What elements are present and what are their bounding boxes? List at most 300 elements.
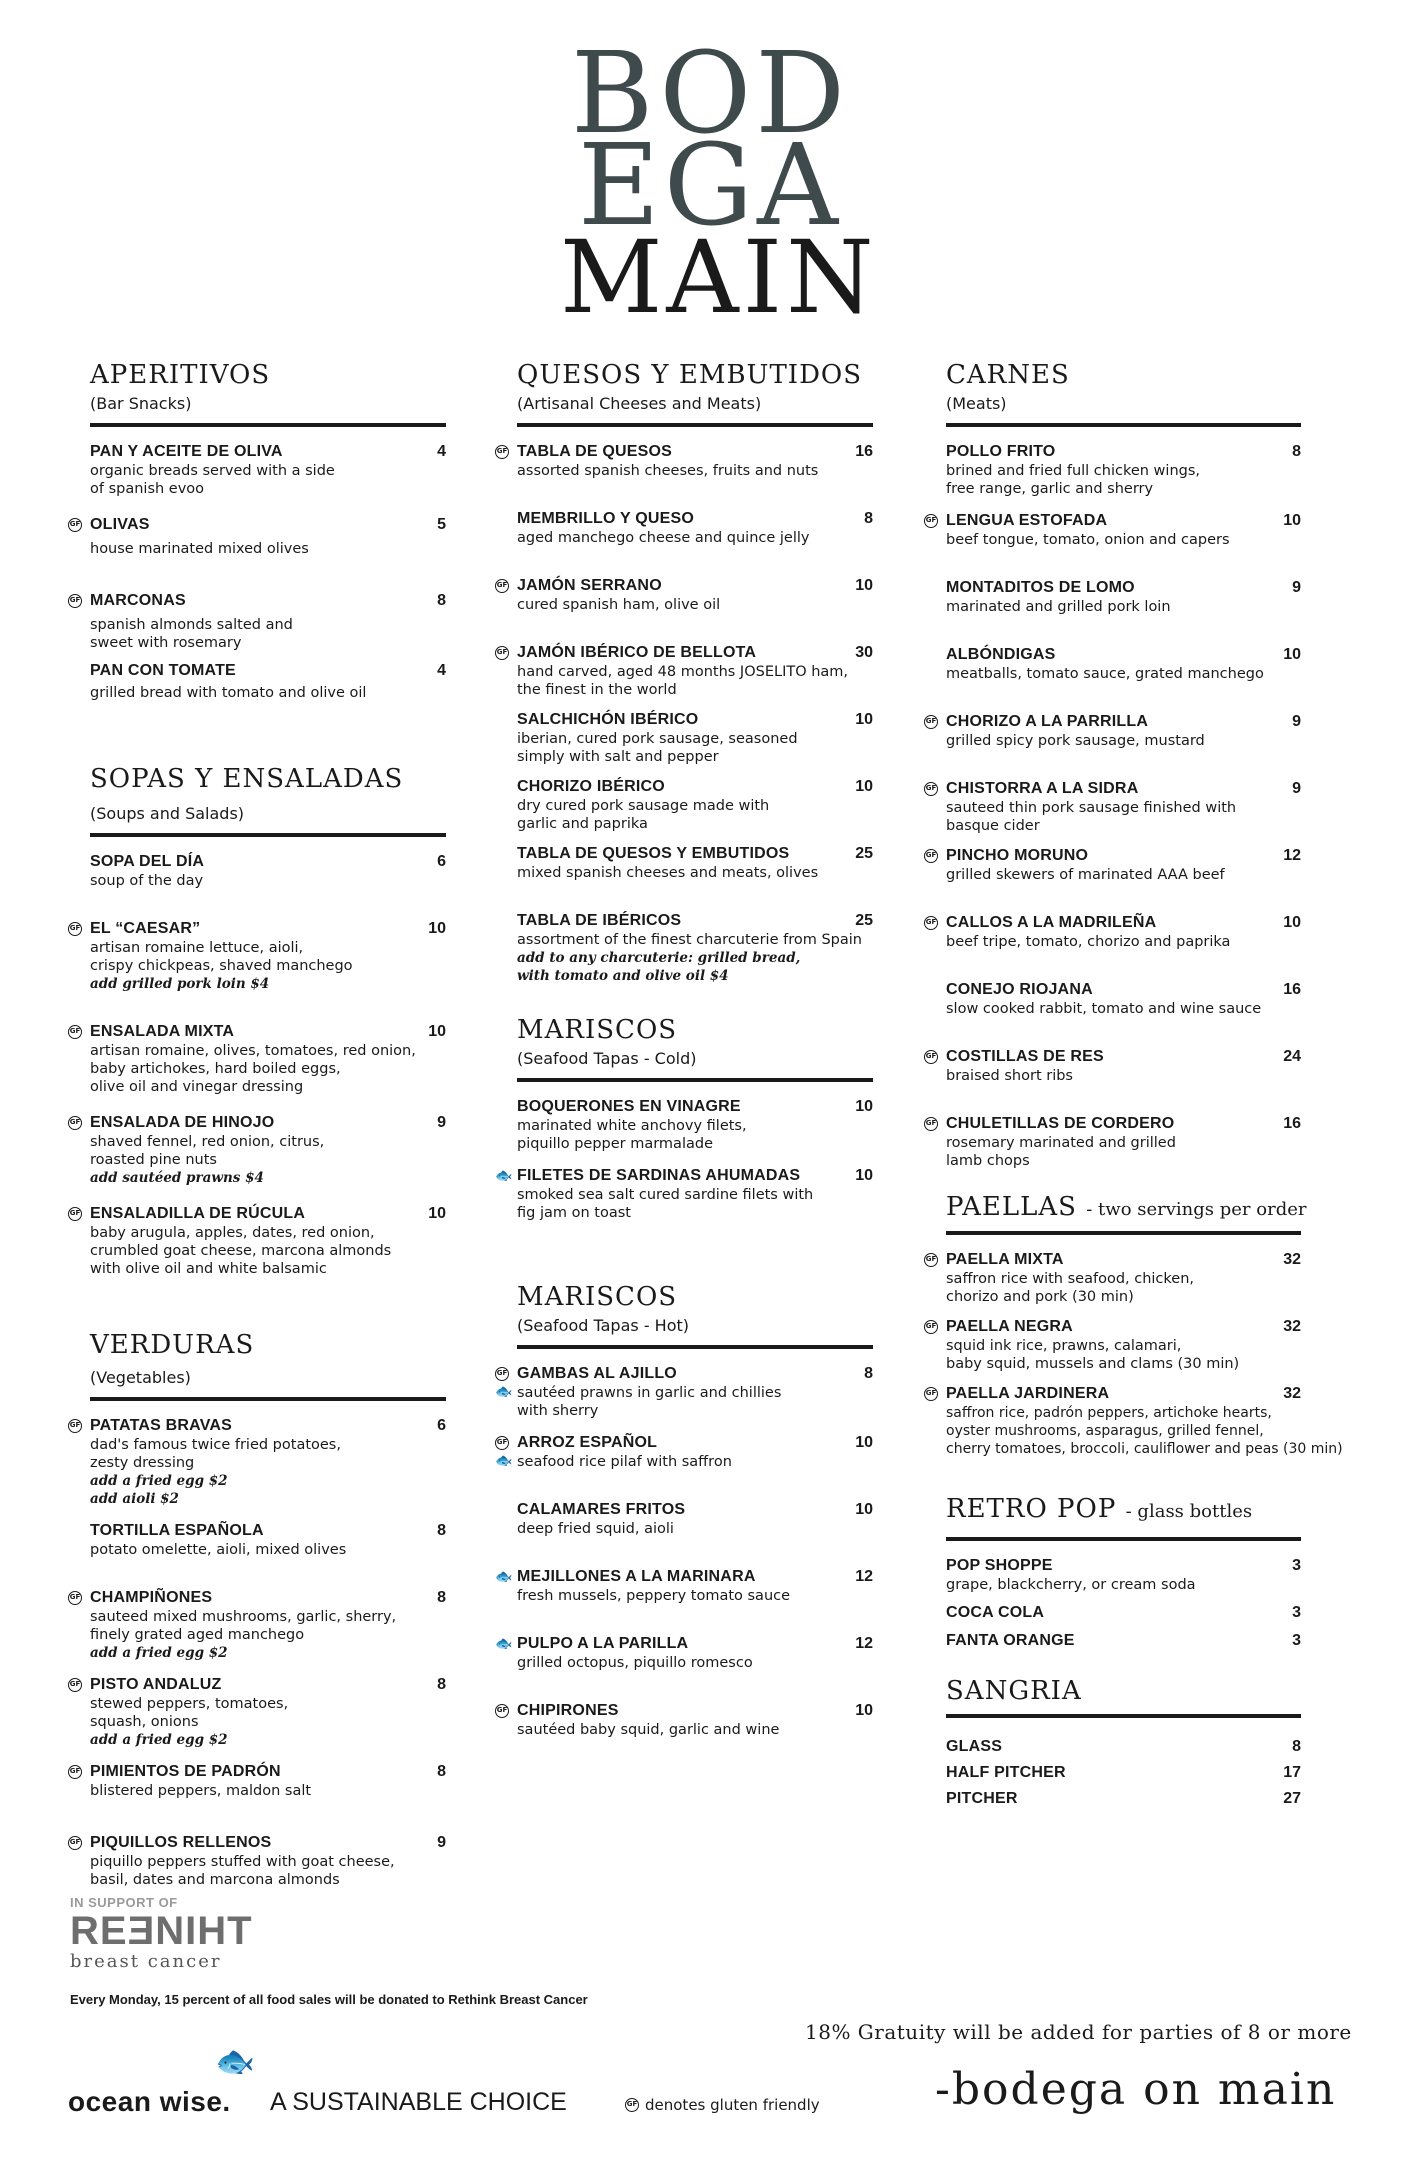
item-name: CONEJO RIOJANA xyxy=(946,981,1093,998)
item-price: 16 xyxy=(1283,981,1301,998)
item-description: potato omelette, aioli, mixed olives xyxy=(90,1542,347,1558)
gluten-friendly-icon: GF xyxy=(924,1253,938,1267)
menu-item xyxy=(517,510,873,547)
gluten-friendly-icon: GF xyxy=(924,715,938,729)
item-description: marinated white anchovy filets, piquillo pepper marmalade xyxy=(517,1118,747,1152)
item-description: soup of the day xyxy=(90,873,204,889)
section-divider xyxy=(946,1231,1301,1235)
item-description: sauteed mixed mushrooms, garlic, sherry, finely grated aged manchego xyxy=(90,1609,397,1643)
section-divider xyxy=(90,833,446,837)
gluten-friendly-icon: GF xyxy=(495,579,509,593)
item-name: PITCHER xyxy=(946,1790,1018,1807)
logo-line-3: MAIN xyxy=(560,219,878,336)
item-name: GLASS xyxy=(946,1738,1003,1755)
item-name: ALBÓNDIGAS xyxy=(946,646,1056,663)
item-description: stewed peppers, tomatoes, squash, onions xyxy=(90,1696,289,1730)
spacer xyxy=(517,1003,873,1015)
gluten-friendly-icon: GF xyxy=(68,1207,82,1221)
gluten-friendly-icon: GF xyxy=(924,782,938,796)
menu-item xyxy=(517,845,873,882)
gluten-friendly-icon: GF xyxy=(68,1678,82,1692)
item-description: grilled bread with tomato and olive oil xyxy=(90,685,367,701)
menu-item xyxy=(517,1501,873,1538)
item-name: SALCHICHÓN IBÉRICO xyxy=(517,711,699,728)
item-price: 6 xyxy=(437,853,446,870)
section-mariscos-cold xyxy=(495,1015,873,1222)
item-name: ENSALADA MIXTA xyxy=(90,1023,235,1040)
item-name: PAELLA MIXTA xyxy=(946,1251,1064,1268)
gluten-friendly-icon: GF xyxy=(68,1419,82,1433)
item-name: GAMBAS AL AJILLO xyxy=(517,1365,677,1382)
item-description: artisan romaine lettuce, aioli, crispy chickpeas, shaved manchego xyxy=(90,940,353,974)
item-price: 10 xyxy=(428,1205,446,1222)
section-title: QUESOS Y EMBUTIDOS xyxy=(517,360,863,390)
item-name: PIQUILLOS RELLENOS xyxy=(90,1834,272,1851)
item-description: slow cooked rabbit, tomato and wine sauce xyxy=(946,1001,1262,1017)
section-subtitle: (Seafood Tapas - Hot) xyxy=(517,1316,690,1335)
item-price: 10 xyxy=(1283,512,1301,529)
item-description: fresh mussels, peppery tomato sauce xyxy=(517,1588,791,1604)
item-description: deep fried squid, aioli xyxy=(517,1521,674,1537)
item-price: 10 xyxy=(855,1501,873,1518)
spacer xyxy=(946,1476,1301,1494)
item-price: 27 xyxy=(1283,1790,1301,1807)
item-name: CHISTORRA A LA SIDRA xyxy=(946,780,1139,797)
fish-icon: 🐟 xyxy=(495,1453,513,1469)
item-name: LENGUA ESTOFADA xyxy=(946,512,1108,529)
item-name: CHORIZO A LA PARRILLA xyxy=(946,713,1149,730)
menu-item xyxy=(946,981,1301,1018)
item-description: sautéed prawns in garlic and chillies with sherry xyxy=(517,1385,782,1419)
item-price: 3 xyxy=(1292,1557,1301,1574)
menu-item xyxy=(925,914,1301,951)
item-price: 10 xyxy=(855,1098,873,1115)
menu-item xyxy=(925,1115,1301,1170)
item-price: 12 xyxy=(855,1568,873,1585)
item-name: BOQUERONES EN VINAGRE xyxy=(517,1098,741,1115)
item-name: CALAMARES FRITOS xyxy=(517,1501,686,1518)
spacer xyxy=(90,720,446,764)
menu-item xyxy=(925,1318,1301,1373)
menu-column-2 xyxy=(495,360,873,1757)
menu-item xyxy=(496,644,873,699)
section-note: - glass bottles xyxy=(1125,1501,1253,1522)
gluten-friendly-icon: GF xyxy=(68,1765,82,1779)
item-name: PATATAS BRAVAS xyxy=(90,1417,233,1434)
menu-item xyxy=(69,1676,446,1749)
gluten-friendly-legend xyxy=(625,2096,820,2114)
menu-column-1 xyxy=(69,360,446,1907)
item-price: 9 xyxy=(1292,780,1301,797)
gluten-friendly-icon: GF xyxy=(924,514,938,528)
gluten-friendly-icon: GF xyxy=(68,922,82,936)
item-price: 9 xyxy=(1292,579,1301,596)
menu-column-3 xyxy=(925,360,1343,1826)
item-price: 8 xyxy=(437,1589,446,1606)
item-name: JAMÓN SERRANO xyxy=(517,577,662,594)
menu-item xyxy=(925,1048,1301,1085)
section-title: SANGRIA xyxy=(946,1676,1082,1706)
menu-item xyxy=(496,1702,873,1739)
item-description: dad's famous twice fried potatoes, zesty dressing xyxy=(90,1437,341,1471)
menu-item xyxy=(946,1790,1301,1808)
item-description: marinated and grilled pork loin xyxy=(946,599,1171,615)
item-name: FILETES DE SARDINAS AHUMADAS xyxy=(517,1167,801,1184)
item-name: TORTILLA ESPAÑOLA xyxy=(90,1522,264,1539)
menu-item xyxy=(69,592,446,652)
item-price: 16 xyxy=(1283,1115,1301,1132)
item-name: POLLO FRITO xyxy=(946,443,1056,460)
item-price: 32 xyxy=(1283,1385,1301,1402)
logo-line-2: EGA xyxy=(577,121,843,251)
item-price: 8 xyxy=(437,592,446,609)
menu-item xyxy=(517,912,873,985)
item-name: HALF PITCHER xyxy=(946,1764,1066,1781)
item-addon: add a fried egg $2 xyxy=(90,1645,228,1661)
gluten-friendly-icon: GF xyxy=(495,445,509,459)
menu-item xyxy=(90,853,446,890)
menu-item xyxy=(517,711,873,766)
item-price: 5 xyxy=(437,516,446,533)
item-name: CHORIZO IBÉRICO xyxy=(517,778,665,795)
item-price: 25 xyxy=(855,912,873,929)
section-title-text: PAELLAS xyxy=(946,1192,1077,1222)
item-description: aged manchego cheese and quince jelly xyxy=(517,530,810,546)
menu-item xyxy=(925,1385,1343,1458)
item-price: 16 xyxy=(855,443,873,460)
item-addon: add to any charcuterie: grilled bread, with tomato and olive oil $4 xyxy=(517,950,801,984)
gluten-friendly-icon: GF xyxy=(68,1836,82,1850)
gluten-friendly-legend-text: denotes gluten friendly xyxy=(645,2096,820,2114)
item-name: SOPA DEL DÍA xyxy=(90,853,205,870)
item-description: piquillo peppers stuffed with goat cheese, basil, dates and marcona almonds xyxy=(90,1854,395,1888)
ocean-wise-fish-icon: 🐟 xyxy=(215,2042,255,2080)
item-addon: add a fried egg $2 xyxy=(90,1732,228,1748)
item-description: hand carved, aged 48 months JOSELITO ham, the finest in the world xyxy=(517,664,849,698)
item-addon: add sautéed prawns $4 xyxy=(90,1170,264,1186)
section-divider xyxy=(90,423,446,427)
item-description: dry cured pork sausage made with garlic and paprika xyxy=(517,798,770,832)
item-price: 10 xyxy=(855,1167,873,1184)
item-name: MARCONAS xyxy=(90,592,186,609)
item-description: braised short ribs xyxy=(946,1068,1073,1084)
gluten-friendly-icon: GF xyxy=(68,518,82,532)
menu-item xyxy=(517,1098,873,1153)
section-mariscos-hot xyxy=(495,1282,873,1739)
item-description: assortment of the finest charcuterie from Spain xyxy=(517,932,862,948)
section-title xyxy=(946,1192,1307,1225)
menu-item xyxy=(90,1522,446,1559)
gluten-friendly-icon: GF xyxy=(68,594,82,608)
section-divider xyxy=(946,1714,1301,1718)
menu-item xyxy=(495,1568,873,1605)
menu-item xyxy=(946,1738,1301,1756)
section-title: APERITIVOS xyxy=(90,360,271,390)
section-retro-pop xyxy=(946,1494,1301,1650)
menu-item xyxy=(69,1205,446,1278)
section-subtitle: (Seafood Tapas - Cold) xyxy=(517,1049,697,1068)
menu-item xyxy=(69,1589,446,1662)
item-name: CHAMPIÑONES xyxy=(90,1589,213,1606)
item-name: POP SHOPPE xyxy=(946,1557,1053,1574)
section-sopas-y-ensaladas xyxy=(69,764,446,1278)
menu-item xyxy=(946,1764,1301,1782)
item-price: 9 xyxy=(437,1834,446,1851)
item-name: PINCHO MORUNO xyxy=(946,847,1089,864)
gluten-friendly-icon: GF xyxy=(495,1367,509,1381)
item-price: 8 xyxy=(864,510,873,527)
item-price: 25 xyxy=(855,845,873,862)
item-price: 8 xyxy=(1292,1738,1301,1755)
rethink-subtitle: breast cancer xyxy=(70,1951,222,1972)
section-subtitle: (Soups and Salads) xyxy=(90,804,245,823)
item-name: MEJILLONES A LA MARINARA xyxy=(517,1568,756,1585)
gluten-friendly-icon: GF xyxy=(924,916,938,930)
item-price: 8 xyxy=(864,1365,873,1382)
item-price: 17 xyxy=(1283,1764,1301,1781)
gluten-friendly-icon: GF xyxy=(924,1117,938,1131)
item-price: 12 xyxy=(855,1635,873,1652)
item-price: 10 xyxy=(1283,646,1301,663)
item-name: CALLOS A LA MADRILEÑA xyxy=(946,914,1157,931)
item-price: 10 xyxy=(855,577,873,594)
gluten-friendly-icon: GF xyxy=(495,1436,509,1450)
fish-icon: 🐟 xyxy=(495,1168,513,1184)
menu-item xyxy=(946,646,1301,683)
item-description: spanish almonds salted and sweet with rosemary xyxy=(90,617,293,651)
item-description: grilled spicy pork sausage, mustard xyxy=(946,733,1205,749)
item-name: COSTILLAS DE RES xyxy=(946,1048,1104,1065)
item-name: CHIPIRONES xyxy=(517,1702,619,1719)
item-description: artisan romaine, olives, tomatoes, red onion, baby artichokes, hard boiled eggs, olive oil and vinegar dressing xyxy=(90,1043,416,1095)
item-description: sautéed baby squid, garlic and wine xyxy=(517,1722,780,1738)
donation-note: Every Monday, 15 percent of all food sales will be donated to Rethink Breast Cancer xyxy=(70,1992,588,2007)
item-name: MEMBRILLO Y QUESO xyxy=(517,510,695,527)
gluten-friendly-icon: GF xyxy=(68,1591,82,1605)
item-name: JAMÓN IBÉRICO DE BELLOTA xyxy=(517,644,757,661)
item-description: sauteed thin pork sausage finished with basque cider xyxy=(946,800,1237,834)
item-description: brined and fried full chicken wings, free range, garlic and sherry xyxy=(946,463,1201,497)
menu-item xyxy=(946,1557,1301,1594)
section-subtitle: (Meats) xyxy=(946,394,1007,413)
menu-item xyxy=(69,1023,446,1096)
support-label: IN SUPPORT OF xyxy=(70,1895,178,1910)
gluten-friendly-icon: GF xyxy=(495,1704,509,1718)
item-description: iberian, cured pork sausage, seasoned simply with salt and pepper xyxy=(517,731,798,765)
menu-item xyxy=(69,1114,446,1187)
gluten-friendly-icon: GF xyxy=(68,1116,82,1130)
item-addon: add grilled pork loin $4 xyxy=(90,976,270,992)
section-aperitivos xyxy=(69,360,446,702)
item-price: 8 xyxy=(437,1763,446,1780)
menu-item xyxy=(925,847,1301,884)
item-name: ARROZ ESPAÑOL xyxy=(517,1434,658,1451)
rethink-wordmark: REƎNIHT xyxy=(70,1909,253,1953)
item-price: 10 xyxy=(1283,914,1301,931)
menu-item xyxy=(90,443,446,498)
bodega-sign-off: -bodega on main xyxy=(935,2064,1337,2115)
gluten-friendly-icon: GF xyxy=(924,1320,938,1334)
item-price: 12 xyxy=(1283,847,1301,864)
restaurant-logo xyxy=(560,29,878,336)
item-price: 8 xyxy=(437,1522,446,1539)
section-sangria xyxy=(946,1676,1301,1808)
section-quesos-y-embutidos xyxy=(496,360,873,985)
fish-icon: 🐟 xyxy=(495,1569,513,1585)
item-price: 4 xyxy=(437,662,446,679)
spacer xyxy=(946,1668,1301,1676)
item-name: OLIVAS xyxy=(90,516,150,533)
item-description: grilled skewers of marinated AAA beef xyxy=(946,867,1225,883)
item-description: blistered peppers, maldon salt xyxy=(90,1783,312,1799)
gluten-friendly-icon: GF xyxy=(625,2098,639,2112)
gluten-friendly-icon: GF xyxy=(924,1050,938,1064)
menu-item xyxy=(495,1365,873,1420)
section-note: - two servings per order xyxy=(1086,1199,1307,1220)
item-name: PIMIENTOS DE PADRÓN xyxy=(90,1763,281,1780)
item-name: EL “CAESAR” xyxy=(90,920,201,937)
section-subtitle: (Bar Snacks) xyxy=(90,394,192,413)
item-description: beef tongue, tomato, onion and capers xyxy=(946,532,1230,548)
logo-line-1: BOD xyxy=(571,29,849,159)
spacer xyxy=(517,1240,873,1282)
item-description: grilled octopus, piquillo romesco xyxy=(517,1655,753,1671)
item-price: 32 xyxy=(1283,1318,1301,1335)
item-price: 24 xyxy=(1283,1048,1301,1065)
menu-item xyxy=(69,1763,446,1800)
item-name: FANTA ORANGE xyxy=(946,1632,1075,1649)
section-divider xyxy=(946,423,1301,427)
section-title: MARISCOS xyxy=(517,1015,678,1045)
fish-icon: 🐟 xyxy=(495,1384,513,1400)
item-description: smoked sea salt cured sardine filets with fig jam on toast xyxy=(517,1187,814,1221)
menu-item xyxy=(495,1635,873,1672)
menu-item xyxy=(496,577,873,614)
fish-icon: 🐟 xyxy=(495,1636,513,1652)
item-description: house marinated mixed olives xyxy=(90,541,309,557)
item-name: ENSALADILLA DE RÚCULA xyxy=(90,1205,306,1222)
section-divider xyxy=(517,1345,873,1349)
menu-item xyxy=(69,516,446,558)
menu-item xyxy=(925,780,1301,835)
item-description: saffron rice, padrón peppers, artichoke hearts, oyster mushrooms, asparagus, grilled fennel, cherry tomatoes, broccoli, cauliflower and peas (30 min) xyxy=(946,1405,1343,1457)
section-verduras xyxy=(69,1330,446,1889)
sustainable-choice-label: A SUSTAINABLE CHOICE xyxy=(270,2088,567,2116)
gratuity-note: 18% Gratuity will be added for parties of 8 or more xyxy=(805,2020,1352,2044)
section-divider xyxy=(517,1078,873,1082)
item-description: squid ink rice, prawns, calamari, baby squid, mussels and clams (30 min) xyxy=(946,1338,1240,1372)
ocean-wise-logo: ocean wise. xyxy=(68,2086,231,2117)
rethink-breast-cancer-logo xyxy=(70,1895,270,1972)
item-price: 6 xyxy=(437,1417,446,1434)
item-price: 4 xyxy=(437,443,446,460)
menu-item xyxy=(496,443,873,480)
item-price: 10 xyxy=(855,711,873,728)
section-title: SOPAS Y ENSALADAS xyxy=(90,764,404,794)
item-price: 10 xyxy=(855,778,873,795)
section-title xyxy=(946,1494,1301,1527)
item-price: 10 xyxy=(428,1023,446,1040)
menu-item xyxy=(69,1417,446,1508)
menu-item xyxy=(517,778,873,833)
item-description: beef tripe, tomato, chorizo and paprika xyxy=(946,934,1231,950)
section-divider xyxy=(517,423,873,427)
item-price: 3 xyxy=(1292,1632,1301,1649)
section-divider xyxy=(946,1537,1301,1541)
item-description: seafood rice pilaf with saffron xyxy=(517,1454,732,1470)
section-title: VERDURAS xyxy=(90,1330,255,1360)
item-description: assorted spanish cheeses, fruits and nuts xyxy=(517,463,819,479)
item-name: TABLA DE QUESOS xyxy=(517,443,673,460)
item-description: meatballs, tomato sauce, grated manchego xyxy=(946,666,1264,682)
gluten-friendly-icon: GF xyxy=(924,849,938,863)
item-description: rosemary marinated and grilled lamb chops xyxy=(946,1135,1176,1169)
spacer xyxy=(90,1296,446,1330)
menu-item xyxy=(925,1251,1301,1306)
item-name: MONTADITOS DE LOMO xyxy=(946,579,1135,596)
item-name: PAELLA JARDINERA xyxy=(946,1385,1110,1402)
section-subtitle: (Artisanal Cheeses and Meats) xyxy=(517,394,762,413)
item-name: PAN Y ACEITE DE OLIVA xyxy=(90,443,283,460)
item-price: 9 xyxy=(1292,713,1301,730)
section-paellas xyxy=(925,1192,1343,1458)
item-name: PISTO ANDALUZ xyxy=(90,1676,222,1693)
section-subtitle: (Vegetables) xyxy=(90,1368,191,1387)
menu-item xyxy=(925,512,1301,549)
section-title: CARNES xyxy=(946,360,1070,390)
item-price: 32 xyxy=(1283,1251,1301,1268)
item-price: 10 xyxy=(428,920,446,937)
menu-item xyxy=(946,579,1301,616)
menu-item xyxy=(69,1834,446,1889)
item-price: 30 xyxy=(855,644,873,661)
item-price: 10 xyxy=(855,1434,873,1451)
item-description: organic breads served with a side of spanish evoo xyxy=(90,463,335,497)
section-title: MARISCOS xyxy=(517,1282,678,1312)
item-name: TABLA DE IBÉRICOS xyxy=(517,912,682,929)
item-addon: add a fried egg $2 add aioli $2 xyxy=(90,1473,228,1507)
menu-item xyxy=(946,1632,1301,1650)
item-name: COCA COLA xyxy=(946,1604,1045,1621)
section-carnes xyxy=(925,360,1301,1170)
gluten-friendly-icon: GF xyxy=(924,1387,938,1401)
menu-item xyxy=(495,1167,873,1222)
item-name: ENSALADA DE HINOJO xyxy=(90,1114,275,1131)
item-name: PULPO A LA PARILLA xyxy=(517,1635,689,1652)
item-description: mixed spanish cheeses and meats, olives xyxy=(517,865,819,881)
item-name: TABLA DE QUESOS Y EMBUTIDOS xyxy=(517,845,790,862)
menu-item xyxy=(495,1434,873,1471)
item-price: 10 xyxy=(855,1702,873,1719)
item-price: 8 xyxy=(437,1676,446,1693)
menu-item xyxy=(925,713,1301,750)
menu-item xyxy=(90,662,446,702)
section-divider xyxy=(90,1397,446,1401)
item-price: 3 xyxy=(1292,1604,1301,1621)
item-name: CHULETILLAS DE CORDERO xyxy=(946,1115,1175,1132)
menu-item xyxy=(69,920,446,993)
item-price: 9 xyxy=(437,1114,446,1131)
gluten-friendly-icon: GF xyxy=(68,1025,82,1039)
section-title-text: RETRO POP xyxy=(946,1494,1117,1524)
item-price: 8 xyxy=(1292,443,1301,460)
item-description: saffron rice with seafood, chicken, chorizo and pork (30 min) xyxy=(946,1271,1195,1305)
menu-item xyxy=(946,1604,1301,1622)
menu-item xyxy=(946,443,1301,498)
item-name: PAN CON TOMATE xyxy=(90,662,236,679)
item-description: shaved fennel, red onion, citrus, roasted pine nuts xyxy=(90,1134,325,1168)
item-description: grape, blackcherry, or cream soda xyxy=(946,1577,1196,1593)
